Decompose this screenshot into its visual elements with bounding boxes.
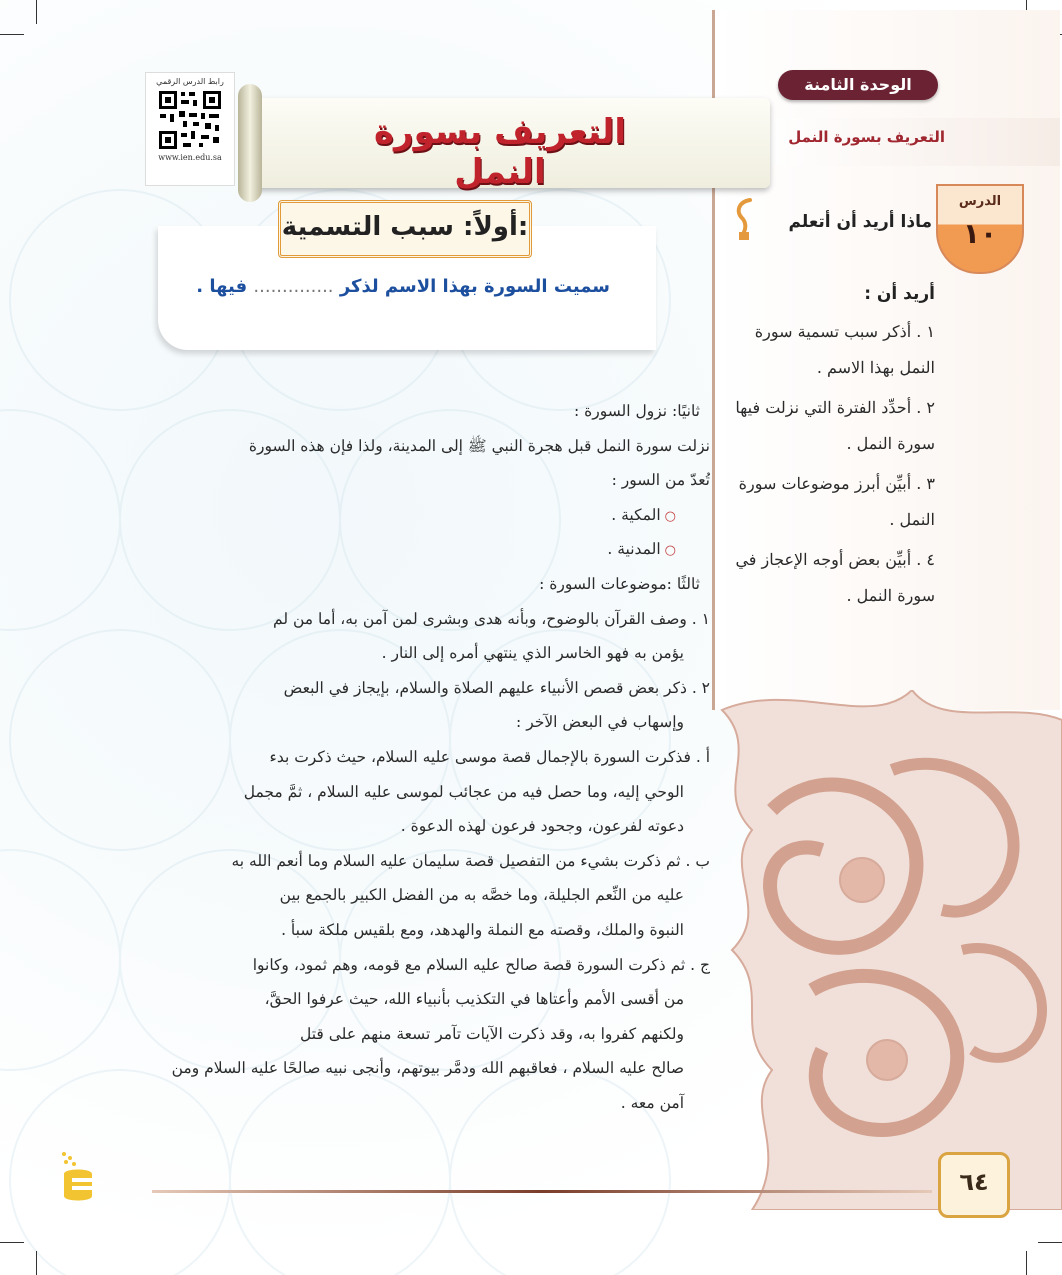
qr-code-block[interactable]	[145, 72, 235, 186]
naming-sentence-start: سميت السورة بهذا الاسم لذكر	[339, 276, 610, 297]
body-line	[150, 844, 710, 879]
body-line-text: صالح عليه السلام ، فعاقبهم الله ودمَّر بيوتهم، وأنجى نبيه صالحًا عليه السلام ومن	[171, 1059, 684, 1078]
naming-title-frame	[278, 200, 532, 258]
page-number-box	[938, 1152, 1010, 1218]
body-line	[150, 567, 710, 602]
body-line-text: ٢ . ذكر بعض قصص الأنبياء عليهم الصلاة والسلام، بإيجاز في البعض	[283, 678, 710, 697]
crop-mark	[0, 34, 24, 35]
lesson-number: ١٠	[962, 217, 998, 250]
ministry-logo-icon	[58, 1150, 98, 1208]
lesson-number-badge	[936, 184, 1024, 274]
body-line	[150, 948, 710, 983]
objective-item: ٤ . أبيِّن بعض أوجه الإعجاز في سورة النمل .	[735, 550, 935, 605]
body-line	[150, 705, 710, 740]
crop-mark	[36, 0, 37, 24]
footer-rule	[152, 1190, 932, 1193]
body-line	[150, 913, 710, 948]
body-line	[150, 463, 710, 498]
lesson-body	[150, 394, 710, 1120]
body-line	[150, 602, 710, 637]
body-line	[150, 1017, 710, 1052]
crop-mark	[0, 1242, 24, 1243]
naming-title: أولاً: سبب التسمية:	[281, 212, 529, 242]
body-line-text: ب . ثم ذكرت بشيء من التفصيل قصة سليمان عليه السلام وما أنعم الله به	[231, 851, 710, 870]
qr-label: رابط الدرس الرقمي	[156, 77, 224, 86]
body-line	[150, 982, 710, 1017]
body-line	[150, 429, 710, 464]
body-line	[150, 878, 710, 913]
crop-mark	[1026, 1251, 1027, 1275]
body-line-text: الوحي إليه، وما حصل فيه من عجائب لموسى عليه السلام ، ثمَّ مجمل	[243, 782, 684, 801]
qr-url[interactable]: www.ien.edu.sa	[158, 153, 222, 162]
body-line-text: ولكنهم كفروا به، وقد ذكرت الآيات تآمر تسعة منهم على قتل	[300, 1024, 684, 1043]
qr-code-icon[interactable]	[157, 89, 223, 151]
learn-heading: ماذا أريد أن أتعلم	[788, 212, 932, 232]
body-line-text: عليه من النِّعم الجليلة، وما خصَّه به من الفضل الكبير بالجمع بين	[279, 886, 684, 905]
lesson-subtitle: التعريف بسورة النمل	[788, 128, 945, 146]
body-line	[150, 498, 710, 533]
objective-item: ١ . أذكر سبب تسمية سورة النمل بهذا الاسم .	[754, 322, 935, 377]
body-line-text: وإسهاب في البعض الآخر :	[516, 713, 684, 732]
body-line-text: أ . فذكرت السورة بالإجمال قصة موسى عليه السلام، حيث ذكرت بدء	[269, 747, 710, 766]
unit-badge: الوحدة الثامنة	[778, 70, 938, 100]
objective-item: ٢ . أحدِّد الفترة التي نزلت فيها سورة النمل .	[735, 398, 935, 453]
body-line-text: يؤمن به فهو الخاسر الذي ينتهي أمره إلى النار .	[381, 644, 684, 663]
crop-mark	[1038, 1242, 1062, 1243]
body-line	[150, 740, 710, 775]
body-line-text: ثالثًا :موضوعات السورة :	[539, 574, 700, 593]
page-number: ٦٤	[959, 1168, 989, 1196]
body-line	[150, 1086, 710, 1121]
body-line-text: ١ . وصف القرآن بالوضوح، وبأنه هدى وبشرى لمن آمن به، أما من لم	[273, 609, 710, 628]
body-line	[150, 394, 710, 429]
body-line	[150, 636, 710, 671]
body-line-text: تُعدّ من السور :	[611, 471, 710, 490]
body-line-text: من أقسى الأمم وأعتاها في التكذيب بأنبياء الله، حيث عرفوا الحقَّ،	[264, 990, 684, 1009]
body-line	[150, 1051, 710, 1086]
objective-item: ٣ . أبيِّن أبرز موضوعات سورة النمل .	[738, 474, 935, 529]
body-line-text: المكية .	[611, 505, 661, 524]
body-line	[150, 809, 710, 844]
scroll-roll	[238, 84, 262, 202]
fill-in-blank[interactable]: ..............	[253, 276, 334, 297]
lesson-title: التعريف بسورة النمل	[373, 112, 627, 192]
hook-icon	[734, 198, 760, 244]
naming-sentence	[190, 276, 610, 297]
naming-sentence-end: فيها .	[196, 276, 248, 297]
arabesque-ornament	[712, 690, 1062, 1210]
body-line-text: آمن معه .	[620, 1093, 684, 1112]
radio-option-icon[interactable]: ○	[664, 508, 676, 524]
body-line-text: ج . ثم ذكرت السورة قصة صالح عليه السلام مع قومه، وهم ثمود، وكانوا	[252, 955, 710, 974]
lesson-badge-label: الدرس	[958, 194, 1002, 209]
body-line	[150, 532, 710, 567]
body-line-text: المدنية .	[607, 540, 661, 559]
body-line-text: النبوة والملك، وقصته مع النملة والهدهد، ومع بلقيس ملكة سبأ .	[281, 920, 684, 939]
body-line-text: ثانيًا: نزول السورة :	[573, 402, 700, 420]
radio-option-icon[interactable]: ○	[664, 543, 676, 559]
body-line	[150, 671, 710, 706]
objectives-list	[720, 284, 935, 618]
body-line-text: دعوته لفرعون، وجحود فرعون لهذه الدعوة .	[400, 817, 684, 836]
objectives-intro: أريد أن :	[864, 284, 935, 304]
body-line	[150, 775, 710, 810]
body-line-text: نزلت سورة النمل قبل هجرة النبي ﷺ إلى المدينة، ولذا فإن هذه السورة	[248, 436, 710, 455]
crop-mark	[36, 1251, 37, 1275]
